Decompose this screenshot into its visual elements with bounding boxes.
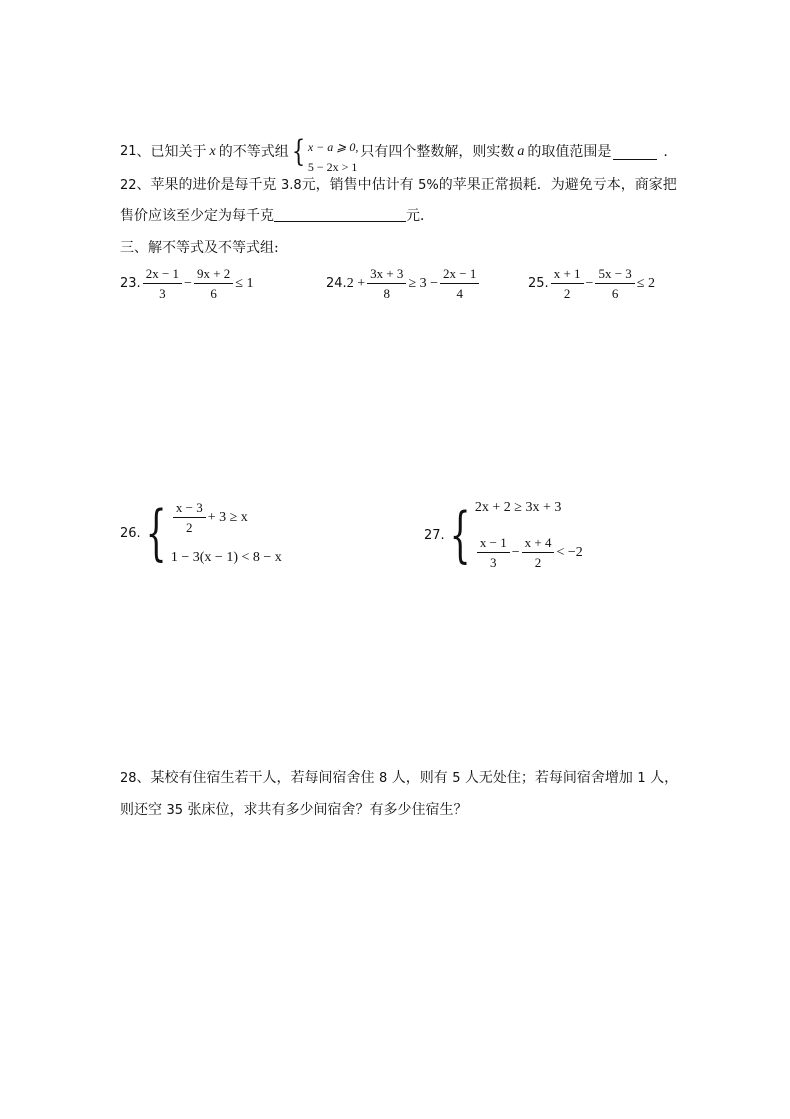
p27-inequality-system (445, 500, 583, 570)
q22-text-a: 、苹果的进价是每千克 (136, 177, 277, 193)
p25-label: 25. (528, 276, 549, 291)
brace-icon: { (291, 134, 305, 169)
problem-23 (120, 266, 253, 301)
p24-prefix: 2 + (346, 275, 366, 291)
q28-text-a: 、某校有住宿生若干人，若每间宿舍住 (136, 770, 375, 786)
q21-var-a: a (517, 144, 525, 159)
q21-number: 21 (120, 144, 137, 159)
p26-label: 26. (120, 525, 141, 541)
q22-text-e: 元． (406, 208, 434, 224)
p27-label: 27. (424, 527, 445, 543)
q28-text-d: 人， (650, 770, 679, 786)
q28-text-b: 人，则有 (391, 770, 448, 786)
p25-fraction-2: $\frac{5x - 3}{6}$ (595, 266, 634, 301)
q22-answer-blank[interactable] (274, 207, 406, 222)
p24-relation: ≥ 3 − (408, 275, 439, 291)
q28-text-e: 则还空 (120, 802, 162, 818)
p25-fraction-1: $\frac{x + 1}{2}$ (551, 266, 584, 301)
q22-text-d: 售价应该至少定为每千克 (120, 208, 274, 224)
p25-relation: ≤ 2 (636, 275, 655, 291)
question-22-line1 (120, 175, 677, 196)
q22-price: 3.8 (281, 178, 302, 193)
brace-icon: { (145, 498, 167, 568)
q28-number: 28 (120, 771, 137, 786)
q22-percent: 5% (418, 178, 439, 193)
q28-n35: 35 (166, 803, 183, 818)
problem-26 (120, 500, 282, 566)
q28-n1: 1 (637, 771, 646, 786)
p24-fraction-2: $\frac{2x - 1}{4}$ (440, 266, 479, 301)
q28-text-c: 人无处住；若每间宿舍增加 (464, 770, 633, 786)
q21-system-line2: 5 − 2x > 1 (307, 160, 358, 174)
question-28-line1 (120, 768, 678, 789)
p23-label: 23. (120, 276, 141, 291)
problem-25 (528, 266, 655, 301)
p23-fraction-1: $\frac{2x - 1}{3}$ (143, 266, 182, 301)
q21-prefix: 、已知关于 (136, 144, 207, 160)
q21-end: 的取值范围是 (527, 144, 612, 160)
p26-row1-rest: + 3 ≥ x (207, 509, 248, 525)
brace-icon: { (449, 500, 471, 570)
problem-27 (424, 500, 583, 570)
q28-text-f: 张床位，求共有多少间宿舍？有多少住宿生？ (187, 802, 468, 818)
q21-system-line1: x − a ⩾ 0, (307, 140, 359, 154)
p23-relation: ≤ 1 (235, 275, 254, 291)
q22-text-c: 的苹果正常损耗．为避免亏本，商家把 (438, 177, 677, 193)
q28-n8: 8 (379, 771, 388, 786)
problem-24 (326, 266, 481, 301)
p27-relation: < −2 (556, 544, 583, 560)
p27-fraction-2: $\frac{x + 4}{2}$ (522, 535, 555, 570)
p27-fraction-1: $\frac{x - 1}{3}$ (477, 535, 510, 570)
p26-row2: 1 − 3(x − 1) < 8 − x (170, 550, 282, 565)
q28-n5: 5 (452, 771, 461, 786)
p23-operator: − (184, 275, 192, 291)
p27-operator: − (511, 544, 520, 560)
p26-inequality-system (141, 500, 282, 566)
q21-answer-blank[interactable] (613, 145, 657, 160)
q22-text-b: 元，销售中估计有 (301, 177, 414, 193)
p23-fraction-2: $\frac{9x + 2}{6}$ (194, 266, 233, 301)
p27-row1: 2x + 2 ≥ 3x + 3 (474, 500, 562, 515)
p25-operator: − (585, 275, 594, 291)
q21-mid: 的不等式组 (218, 144, 289, 160)
q22-number: 22 (120, 178, 137, 193)
p24-label: 24. (326, 276, 347, 291)
p26-fraction: $\frac{x - 3}{2}$ (173, 500, 206, 535)
section-3-heading: 三、解不等式及不等式组: (120, 240, 279, 256)
question-28-line2 (120, 800, 467, 821)
q21-tail: . (663, 144, 668, 160)
question-21 (120, 134, 668, 174)
p24-fraction-1: $\frac{3x + 3}{8}$ (367, 266, 406, 301)
q21-after: 只有四个整数解，则实数 (360, 144, 515, 160)
question-22-line2 (120, 206, 434, 226)
q21-var-x: x (209, 144, 216, 159)
q21-inequality-system (289, 134, 359, 174)
